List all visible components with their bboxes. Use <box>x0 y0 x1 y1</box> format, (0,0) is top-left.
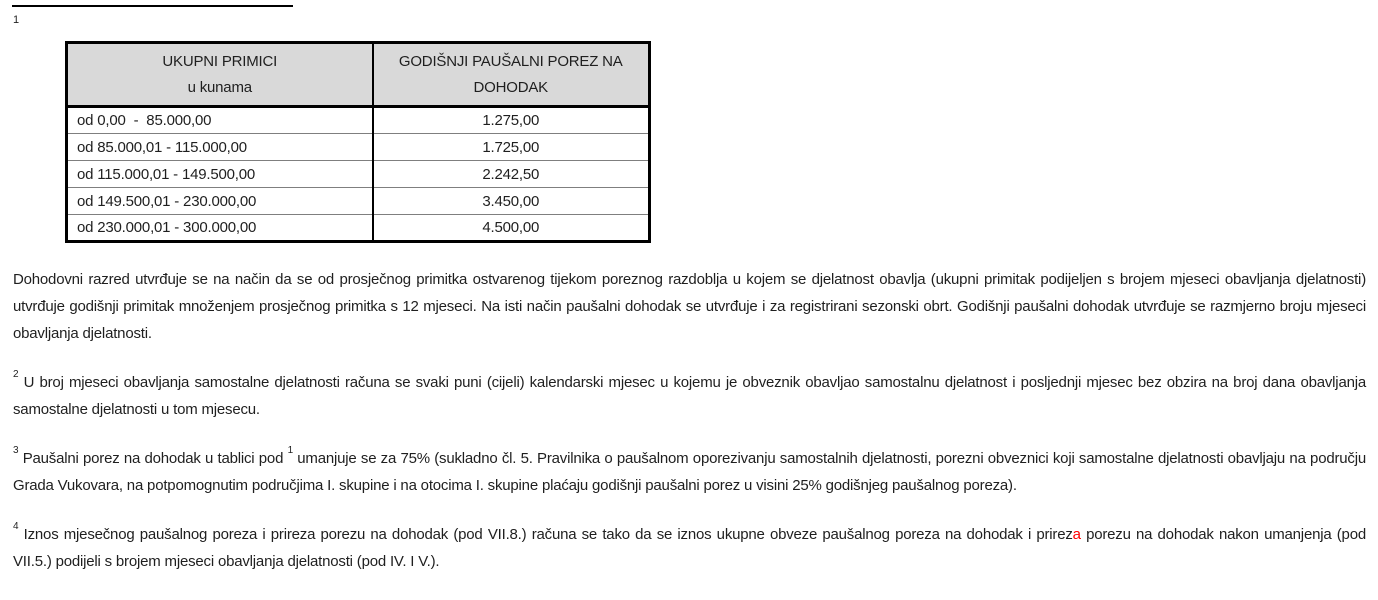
paragraph-footnote-4 <box>13 521 1366 575</box>
table-header-row <box>67 43 650 107</box>
footnote-1-inline-reference: 1 <box>287 444 293 456</box>
paragraph-dohodovni-razred <box>13 266 1366 347</box>
income-range-cell: od 85.000,01 - 115.000,00 <box>67 134 373 161</box>
footnote-2-superscript: 2 <box>13 368 19 380</box>
tax-table <box>65 41 651 243</box>
table-row <box>67 107 650 134</box>
income-range-cell: od 115.000,01 - 149.500,00 <box>67 161 373 188</box>
header-godisnji-pausalni-porez: GODIŠNJI PAUŠALNI POREZ NA DOHODAK <box>373 43 650 107</box>
paragraph-footnote-2 <box>13 369 1366 423</box>
paragraph-footnote-4-text-after-red: porezu na dohodak nakon umanjenja (pod VII.5.) podijeli s brojem mjeseci obavljanja djelatnosti (pod IV. I V.). <box>13 526 1366 570</box>
footnote-number: 1 <box>13 14 20 26</box>
tax-amount-cell: 1.725,00 <box>373 134 650 161</box>
income-range-cell: od 149.500,01 - 230.000,00 <box>67 188 373 215</box>
paragraph-footnote-3 <box>13 445 1366 499</box>
paragraph-footnote-4-text-before-red: Iznos mjesečnog paušalnog poreza i prireza porezu na dohodak (pod VII.8.) računa se tako da se iznos ukupne obveze paušalnog poreza na dohodak i prirez <box>18 526 1073 543</box>
body-text <box>13 266 1366 597</box>
header-ukupni-primici-line1: UKUPNI PRIMICI <box>162 52 278 70</box>
paragraph-dohodovni-razred-text: Dohodovni razred utvrđuje se na način da se od prosječnog primitka ostvarenog tijekom poreznog razdoblja u kojem se djelatnost obavlja (ukupni primitak podijeljen s brojem mjeseci obavljanja djelatnosti) utvrđuje godišnji primitak množenjem prosječnog primitka s 12 mjeseci. Na isti način paušalni dohodak se utvrđuje i za registrirani sezonski obrt. Godišnji paušalni dohodak utvrđuje se razmjerno broju mjeseci obavljanja djelatnosti. <box>13 271 1366 342</box>
footnote-separator-line <box>12 5 293 7</box>
paragraph-footnote-2-text: U broj mjeseci obavljanja samostalne djelatnosti računa se svaki puni (cijeli) kalendarski mjesec u kojemu je obveznik obavljao samostalnu djelatnost i posljednji mjesec bez obzira na broj dana obavljanja samostalne djelatnosti u tom mjesecu. <box>13 374 1366 418</box>
paragraph-footnote-3-text-before-ref: Paušalni porez na dohodak u tablici pod <box>18 450 288 467</box>
footnote-3-superscript: 3 <box>13 444 19 456</box>
tax-amount-cell: 4.500,00 <box>482 219 540 236</box>
footnote-4-superscript: 4 <box>13 520 19 532</box>
red-correction-letter: a <box>1072 526 1081 543</box>
income-range-cell: od 0,00 - 85.000,00 <box>67 107 373 134</box>
header-ukupni-primici <box>67 43 373 107</box>
tax-amount-cell: 2.242,50 <box>373 161 650 188</box>
header-ukupni-primici-line2: u kunama <box>187 78 252 96</box>
income-range-cell: od 230.000,01 - 300.000,00 <box>67 215 373 242</box>
tax-amount-cell: 1.275,00 <box>373 107 650 134</box>
table-row <box>67 215 650 242</box>
table-row <box>67 161 650 188</box>
table-row <box>67 134 650 161</box>
tax-amount-cell: 3.450,00 <box>373 188 650 215</box>
table-row <box>67 188 650 215</box>
paragraph-footnote-3-text-after-ref: umanjuje se za 75% (sukladno čl. 5. Pravilnika o paušalnom oporezivanju samostalnih djelatnosti, porezni obveznici koji samostalne djelatnosti obavljaju na području Grada Vukovara, na potpomognutim područjima I. skupine i na otocima I. skupine plaćaju godišnji paušalni porez u visini 25% godišnjeg paušalnog poreza). <box>13 450 1366 494</box>
